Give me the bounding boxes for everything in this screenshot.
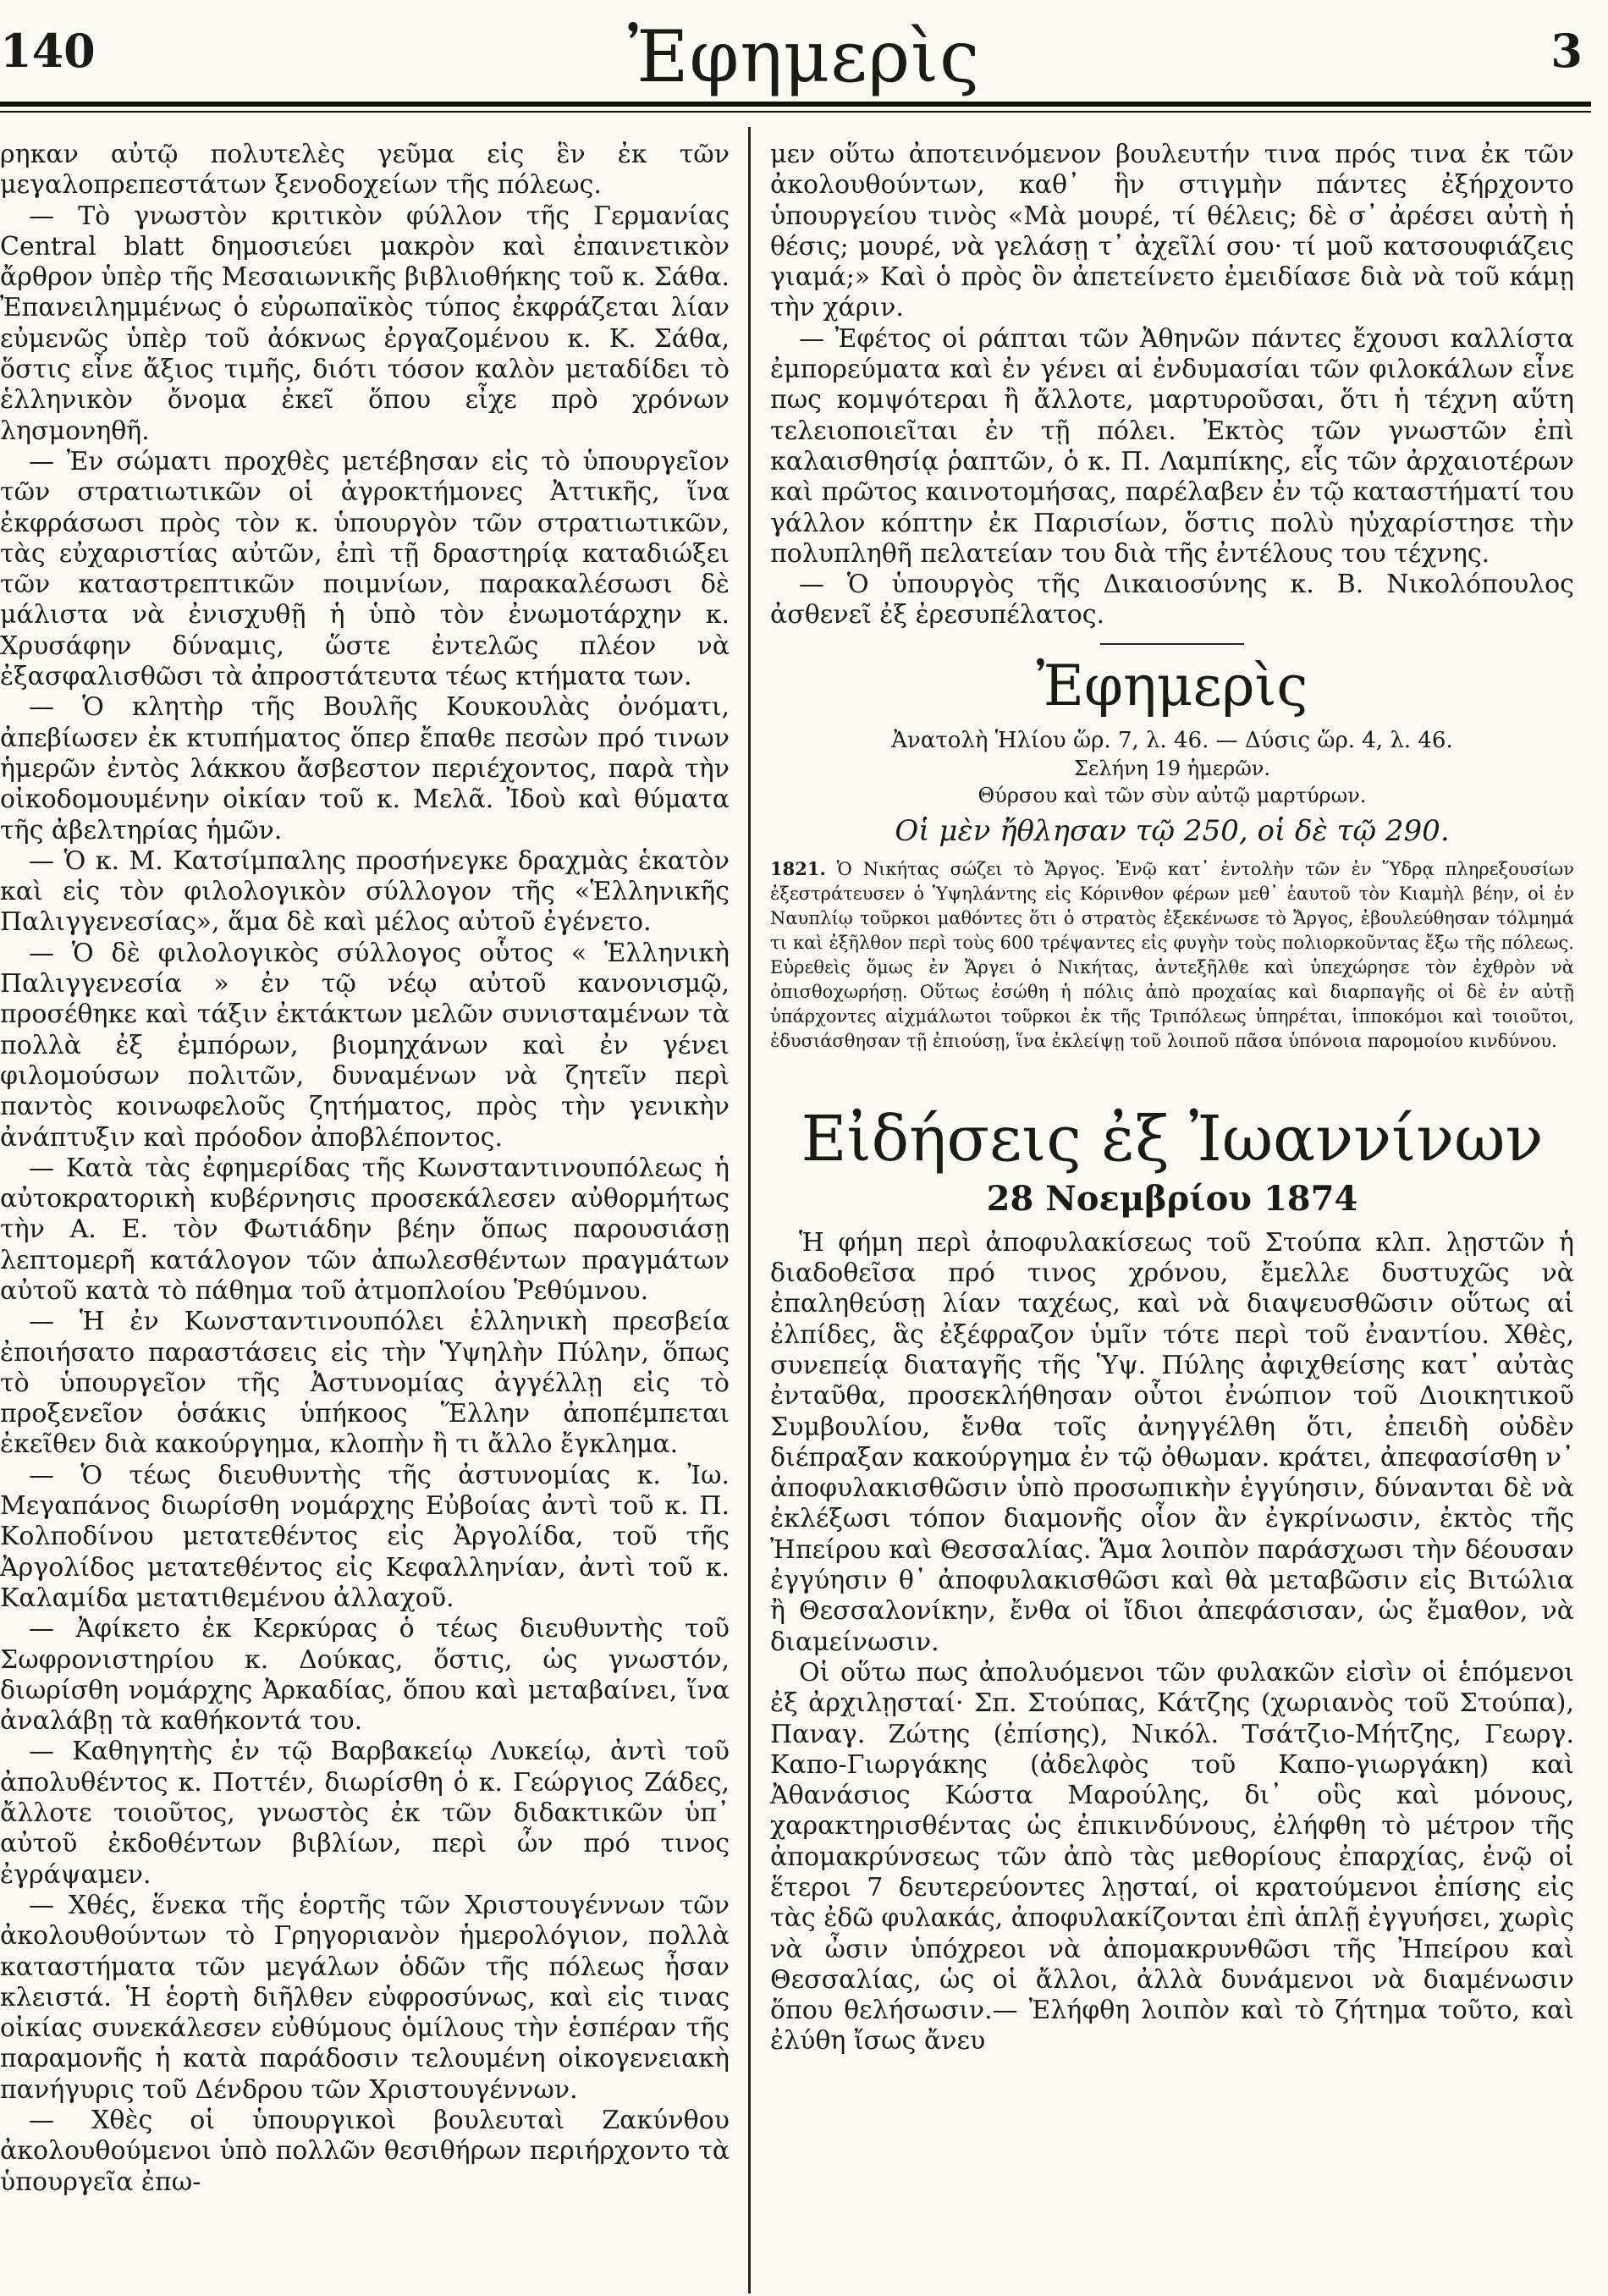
news-paragraph: — Ἐφέτος οἱ ράπται τῶν Ἀθηνῶν πάντες ἔχουσι καλλίστα ἐμπορεύματα καὶ ἐν γένει αἱ ἐνδυμασίαι τῶν φιλοκάλων εἶνε πως κομψότεραι ἢ ἄλλοτε, μαρτυροῦσαι, ὅτι ἡ τέχνη αὕτη τελειοποιεῖται ἐν τῇ πόλει. Ἐκτὸς τῶν γνωστῶν ἐπὶ καλαισθησίᾳ ῥαπτῶν, ὁ κ. Π. Λαμπίκης, εἷς τῶν ἀρχαιοτέρων καὶ πρῶτος καινοτομήσας, παρέλαβεν ἐν τῷ καταστήματί του γάλλον κόπτην ἐκ Παρισίων, ὅστις πολὺ ηὐχαρίστησε τὴν πολυπληθῆ πελατείαν του διὰ τῆς ἐντέλους του τέχνης. (770, 323, 1574, 569)
news-paragraph: μεν οὕτω ἀποτεινόμενον βουλευτήν τινα πρός τινα ἐκ τῶν ἀκολουθούντων, καθ᾽ ἣν στιγμὴν πάντες ἐξήρχοντο ὑπουργείου τινὸς «Μὰ μουρέ, τί θέλεις; δὲ σ᾽ ἀρέσει αὐτὴ ἡ θέσις; μουρέ, νὰ γελάσῃ τ᾽ ἀχεῖλί σου· τί μοῦ κατσουφιάζεις γιαμά;» Καὶ ὁ πρὸς ὃν ἀπετείνετο ἐμειδίασε διὰ νὰ τοῦ κάμῃ τὴν χάριν. (770, 140, 1574, 323)
section-paragraph: Ἡ φήμη περὶ ἀποφυλακίσεως τοῦ Στούπα κλπ. λῃστῶν ἡ διαδοθεῖσα πρό τινος χρόνου, ἔμελλε δυστυχῶς νὰ ἐπαληθεύσῃ λίαν ταχέως, καὶ νὰ διαψευσθῶσιν οὕτως αἱ ἐλπίδες, ἃς ἐξέφραζον ὑμῖν τότε περὶ τοῦ ἐναντίου. Χθὲς, συνεπείᾳ διαταγῆς τῆς Ὑψ. Πύλης ἀφιχθείσης κατ᾽ αὐτὰς ἐνταῦθα, προσεκλήθησαν οὗτοι ἐνώπιον τοῦ Διοικητικοῦ Συμβουλίου, ἔνθα τοῖς ἀνηγγέλθη ὅτι, ἐπειδὴ οὐδὲν διέπραξαν κακούργημα ἐν τῷ ὀθωμαν. κράτει, ἀπεφασίσθη ν᾽ ἀποφυλακισθῶσιν ὑπὸ προσωπικὴν ἐγγύησιν, δύνανται δὲ νὰ ἐκλέξωσι τόπον διαμονῆς οἷον ἂν ἐγκρίνωσιν, ἐκτὸς τῆς Ἠπείρου καὶ Θεσσαλίας. Ἅμα λοιπὸν παράσχωσι τὴν δέουσαν ἐγγύησιν θ᾽ ἀποφυλακισθῶσι καὶ θὰ μεταβῶσιν εἰς Βιτώλια ἢ Θεσσαλονίκην, ἔνθα οἱ ἴδιοι ἀπεφάσισαν, ὡς ἔμαθον, νὰ διαμείνωσιν. (770, 1227, 1574, 1657)
news-paragraph: — Ὁ δὲ φιλολογικὸς σύλλογος οὗτος « Ἑλληνικὴ Παλιγγενεσία » ἐν τῷ νέῳ αὐτοῦ κανονισμῷ, προσέθηκε καὶ τάξιν ἐκτάκτων μελῶν συνισταμένων τὰ πολλὰ ἐξ ἐμπόρων, βιομηχάνων καὶ ἐν γένει φιλομούσων πολιτῶν, δυναμένων νὰ ζητεῖν περὶ παντὸς κοινωφελοῦς ζητήματος, πρὸς τὴν γενικὴν ἀνάπτυξιν καὶ πρόοδον ἀποβλέποντος. (0, 938, 730, 1153)
news-paragraph: — Ἐν σώματι προχθὲς μετέβησαν εἰς τὸ ὑπουργεῖον τῶν στρατιωτικῶν οἱ ἀγροκτήμονες Ἀττικῆς, ἵνα ἐκφράσωσι πρὸς τὸν κ. ὑπουργὸν τῶν στρατιωτικῶν, τὰς εὐχαριστίας αὐτῶν, ἐπὶ τῇ δραστηρίᾳ καταδιώξει τῶν καταστρεπτικῶν ποιμνίων, παρακαλέσωσι δὲ μάλιστα νὰ ἐνισχυθῇ ἡ ὑπὸ τὸν ἐνωμοτάρχην κ. Χρυσάφην δύναμις, ὥστε ἐντελῶς πλέον νὰ ἐξασφαλισθῶσι τὰ ἀπροστάτευτα τέως κτήματα των. (0, 446, 730, 692)
column-divider (748, 127, 751, 2293)
section-date: 28 Νοεμβρίου 1874 (986, 1178, 1358, 1219)
section-title: Εἰδήσεις ἐξ Ἰωαννίνων (801, 1102, 1544, 1176)
left-column (0, 140, 730, 2198)
masthead-title: Ἐφημερὶς (627, 15, 981, 98)
almanac-moon: Σελήνη 19 ἡμερῶν. (1073, 756, 1271, 780)
news-paragraph: — Ὁ κ. Μ. Κατσίμπαλης προσήνεγκε δραχμὰς ἑκατὸν καὶ εἰς τὸν φιλολογικὸν σύλλογον τῆς «Ἑλληνικῆς Παλιγγενεσίας», ἅμα δὲ καὶ μέλος αὐτοῦ ἐγένετο. (0, 845, 730, 938)
news-paragraph: — Καθηγητὴς ἐν τῷ Βαρβακείῳ Λυκείῳ, ἀντὶ τοῦ ἀπολυθέντος κ. Ποττέν, διωρίσθη ὁ κ. Γεώργιος Ζάδες, ἄλλοτε τοιοῦτος, γνωστὸς ἐκ τῶν διδακτικῶν ὑπ᾽ αὐτοῦ ἐκδοθέντων βιβλίων, περὶ ὧν πρό τινος ἐγράψαμεν. (0, 1737, 730, 1890)
section-paragraph: Οἱ οὕτω πως ἀπολυόμενοι τῶν φυλακῶν εἰσὶν οἱ ἑπόμενοι ἐξ ἀρχιλῃσταί· Σπ. Στούπας, Κάτζης (χωριανὸς τοῦ Στούπα), Παναγ. Ζώτης (ἐπίσης), Νικόλ. Τσάτζιο-Μήτζης, Γεωργ. Καπο-Γιωργάκης (ἀδελφὸς τοῦ Καπο-γιωργάκη) καὶ Ἀθανάσιος Κώστα Μαρούλης, δι᾽ οὓς καὶ μόνους, χαρακτηρισθέντας ὡς ἐπικινδύνους, ἐλήφθη τὸ μέτρον τῆς ἀπομακρύνσεως τῶν ἀπὸ τὰς μεθορίους ἐπαρχίας, ἐνῷ οἱ ἕτεροι 7 δευτερεύοντες λῃσταί, οἱ κρατούμενοι ἐπίσης εἰς τὰς ἐδῶ φυλακάς, ἀποφυλακίζονται ἐπὶ ἁπλῇ ἐγγυήσει, χωρὶς νὰ ὦσιν ὑπόχρεοι νὰ ἀπομακρυνθῶσι τῆς Ἠπείρου καὶ Θεσσαλίας, ὡς οἱ ἄλλοι, ἀλλὰ δυνάμενοι νὰ διαμένωσιν ὅπου θελήσωσιν.— Ἐλήφθη λοιπὸν καὶ τὸ ζήτημα τοῦτο, καὶ ἐλύθη ἴσως ἄνευ (770, 1657, 1575, 2056)
header-rule-thin (0, 111, 1591, 113)
history-note (770, 856, 1574, 1054)
page-number-right: 3 (1550, 24, 1583, 78)
separator-rule (1100, 643, 1244, 645)
almanac-votes: Οἱ μὲν ἤθλησαν τῷ 250, οἱ δὲ τῷ 290. (895, 813, 1450, 848)
history-year: 1821. (770, 857, 826, 879)
page-number-left: 140 (0, 24, 96, 78)
news-paragraph: — Τὸ γνωστὸν κριτικὸν φύλλον τῆς Γερμανίας Central blatt δημοσιεύει μακρὸν καὶ ἐπαινετικὸν ἄρθρον ὑπὲρ τῆς Μεσαιωνικῆς βιβλιοθήκης τοῦ κ. Σάθα. Ἐπανειλημμένως ὁ εὐρωπαϊκὸς τύπος ἐκφράζεται λίαν εὐμενῶς ὑπὲρ τοῦ ἀόκνως ἐργαζομένου κ. Κ. Σάθα, ὅστις εἶνε ἄξιος τιμῆς, διότι τόσον καλὸν μεταδίδει τὸ ἑλληνικὸν ὄνομα ἐκεῖ ὅπου εἶχε πρὸ χρόνων λησμονηθῆ. (0, 201, 730, 446)
almanac-box (770, 653, 1574, 1054)
news-paragraph: — Ἀφίκετο ἐκ Κερκύρας ὁ τέως διευθυντὴς τοῦ Σωφρονιστηρίου κ. Δούκας, ὅστις, ὡς γνωστόν, διωρίσθη νομάρχης Ἀρκαδίας, ὅπου καὶ μεταβαίνει, ἵνα ἀναλάβῃ τὰ καθήκοντά του. (0, 1614, 730, 1737)
almanac-sun-times: Ἀνατολὴ Ἡλίου ὥρ. 7, λ. 46. — Δύσις ὥρ. 4, λ. 46. (891, 727, 1453, 753)
history-text: Ὁ Νικήτας σώζει τὸ Ἄργος. Ἐνῷ κατ᾽ ἐντολὴν τῶν ἐν Ὕδρᾳ πληρεξουσίων ἐξεστράτευσεν ὁ Ὑψηλάντης εἰς Κόρινθον φέρων μεθ᾽ ἑαυτοῦ τὸν Κιαμὴλ βέην, οἱ ἐν Ναυπλίῳ τοῦρκοι μαθόντες ὅτι ὁ στρατὸς ἐξεκένωσε τὸ Ἄργος, ἐβουλεύθησαν τόλμημά τι καὶ ἐξῆλθον περὶ τοὺς 600 τρέψαντες εἰς φυγὴν τοὺς πολιορκοῦντας ἔξω τῆς πόλεως. Εὑρεθεὶς ὅμως ἐν Ἄργει ὁ Νικήτας, ἀντεξῆλθε καὶ ὑπεχώρησε τὸν ἐχθρὸν νὰ ὀπισθοχωρήσῃ. Οὕτως ἐσώθη ἡ πόλις ἀπὸ προχαίας καὶ διαρπαγῆς οἱ δὲ ἐν αὐτῇ ὑπάρχοντες αἰχμάλωτοι τοῦρκοι ἐκ τῆς Τριπόλεως ὑπηρέται, ἱπποκόμοι καὶ τοιοῦτοι, ἐδυσιάσθησαν τῇ ἐπιούσῃ, ἵνα ἐκλείψῃ τοῦ λοιποῦ πᾶσα ὑπόνοια παρομοίου κινδύνου. (770, 858, 1574, 1051)
page-header (0, 0, 1608, 110)
news-paragraph: — Ὁ κλητὴρ τῆς Βουλῆς Κουκουλὰς ὀνόματι, ἀπεβίωσεν ἐκ κτυπήματος ὅπερ ἔπαθε πεσὼν πρό τινων ἡμερῶν ἐντὸς λάκκου ἄσβεστον περιέχοντος, παρὰ τὴν οἰκοδομουμένην οἰκίαν τοῦ κ. Μελᾶ. Ἰδοὺ καὶ θύματα τῆς ἀβελτηρίας ἡμῶν. (0, 692, 730, 845)
header-rule-thick (0, 102, 1591, 107)
almanac-saint: Θύρσου καὶ τῶν σὺν αὐτῷ μαρτύρων. (977, 783, 1367, 807)
news-paragraph: — Ὁ τέως διευθυντὴς τῆς ἀστυνομίας κ. Ἰω. Μεγαπάνος διωρίσθη νομάρχης Εὐβοίας ἀντὶ τοῦ κ. Π. Κολποδίνου μετατεθέντος εἰς Ἀργολίδα, τοῦ τῆς Ἀργολίδος μετατεθέντος εἰς Κεφαλληνίαν, ἀντὶ τοῦ κ. Καλαμίδα μετατιθεμένου ἀλλαχοῦ. (0, 1460, 730, 1613)
almanac-title: Ἐφημερὶς (1036, 652, 1308, 719)
news-paragraph: — Κατὰ τὰς ἐφημερίδας τῆς Κωνσταντινουπόλεως ἡ αὐτοκρατορικὴ κυβέρνησις προσεκάλεσεν αὐθορμήτως τὴν Α. Ε. τὸν Φωτιάδην βέην ὅπως παρουσιάσῃ λεπτομερῆ κατάλογον τῶν ἀπωλεσθέντων πραγμάτων αὐτοῦ κατὰ τὸ πάθημα τοῦ ἀτμοπλοίου Ῥεθύμνου. (0, 1153, 730, 1306)
right-column (770, 140, 1574, 2057)
news-paragraph: ρηκαν αὐτῷ πολυτελὲς γεῦμα εἰς ἓν ἐκ τῶν μεγαλοπρεπεστάτων ξενοδοχείων τῆς πόλεως. (0, 140, 730, 201)
news-paragraph: — Ἡ ἐν Κωνσταντινουπόλει ἑλληνικὴ πρεσβεία ἐποιήσατο παραστάσεις εἰς τὴν Ὑψηλὴν Πύλην, ὅπως τὸ ὑπουργεῖον τῆς Ἀστυνομίας ἀγγέλλῃ εἰς τὸ προξενεῖον ὁσάκις ὑπήκοος Ἕλλην ἀποπέμπεται ἐκεῖθεν διὰ κακούργημα, κλοπὴν ἢ τι ἄλλο ἔγκλημα. (0, 1307, 730, 1460)
news-paragraph: — Ὁ ὑπουργὸς τῆς Δικαιοσύνης κ. Β. Νικολόπουλος ἀσθενεῖ ἐξ ἐρεσυπέλατος. (770, 570, 1574, 630)
news-paragraph: — Χθὲς οἱ ὑπουργικοὶ βουλευταὶ Ζακύνθου ἀκολουθούμενοι ὑπὸ πολλῶν θεσιθήρων περιήρχοντο τὰ ὑπουργεῖα ἐπω- (0, 2106, 730, 2197)
news-paragraph: — Χθές, ἕνεκα τῆς ἑορτῆς τῶν Χριστουγέννων τῶν ἀκολουθούντων τὸ Γρηγοριανὸν ἡμερολόγιον, πολλὰ καταστήματα τῶν μεγάλων ὁδῶν τῆς πόλεως ἦσαν κλειστά. Ἡ ἑορτὴ διῆλθεν εὐφροσύνως, καὶ εἰς τινας οἰκίας συνεκάλεσεν εὐθύμους ὁμίλους τὴν ἑσπέραν τῆς παραμονῆς ἡ κατὰ παράδοσιν τελουμένη οἰκογενειακὴ πανήγυρις τοῦ Δένδρου τῶν Χριστουγέννων. (0, 1890, 730, 2105)
